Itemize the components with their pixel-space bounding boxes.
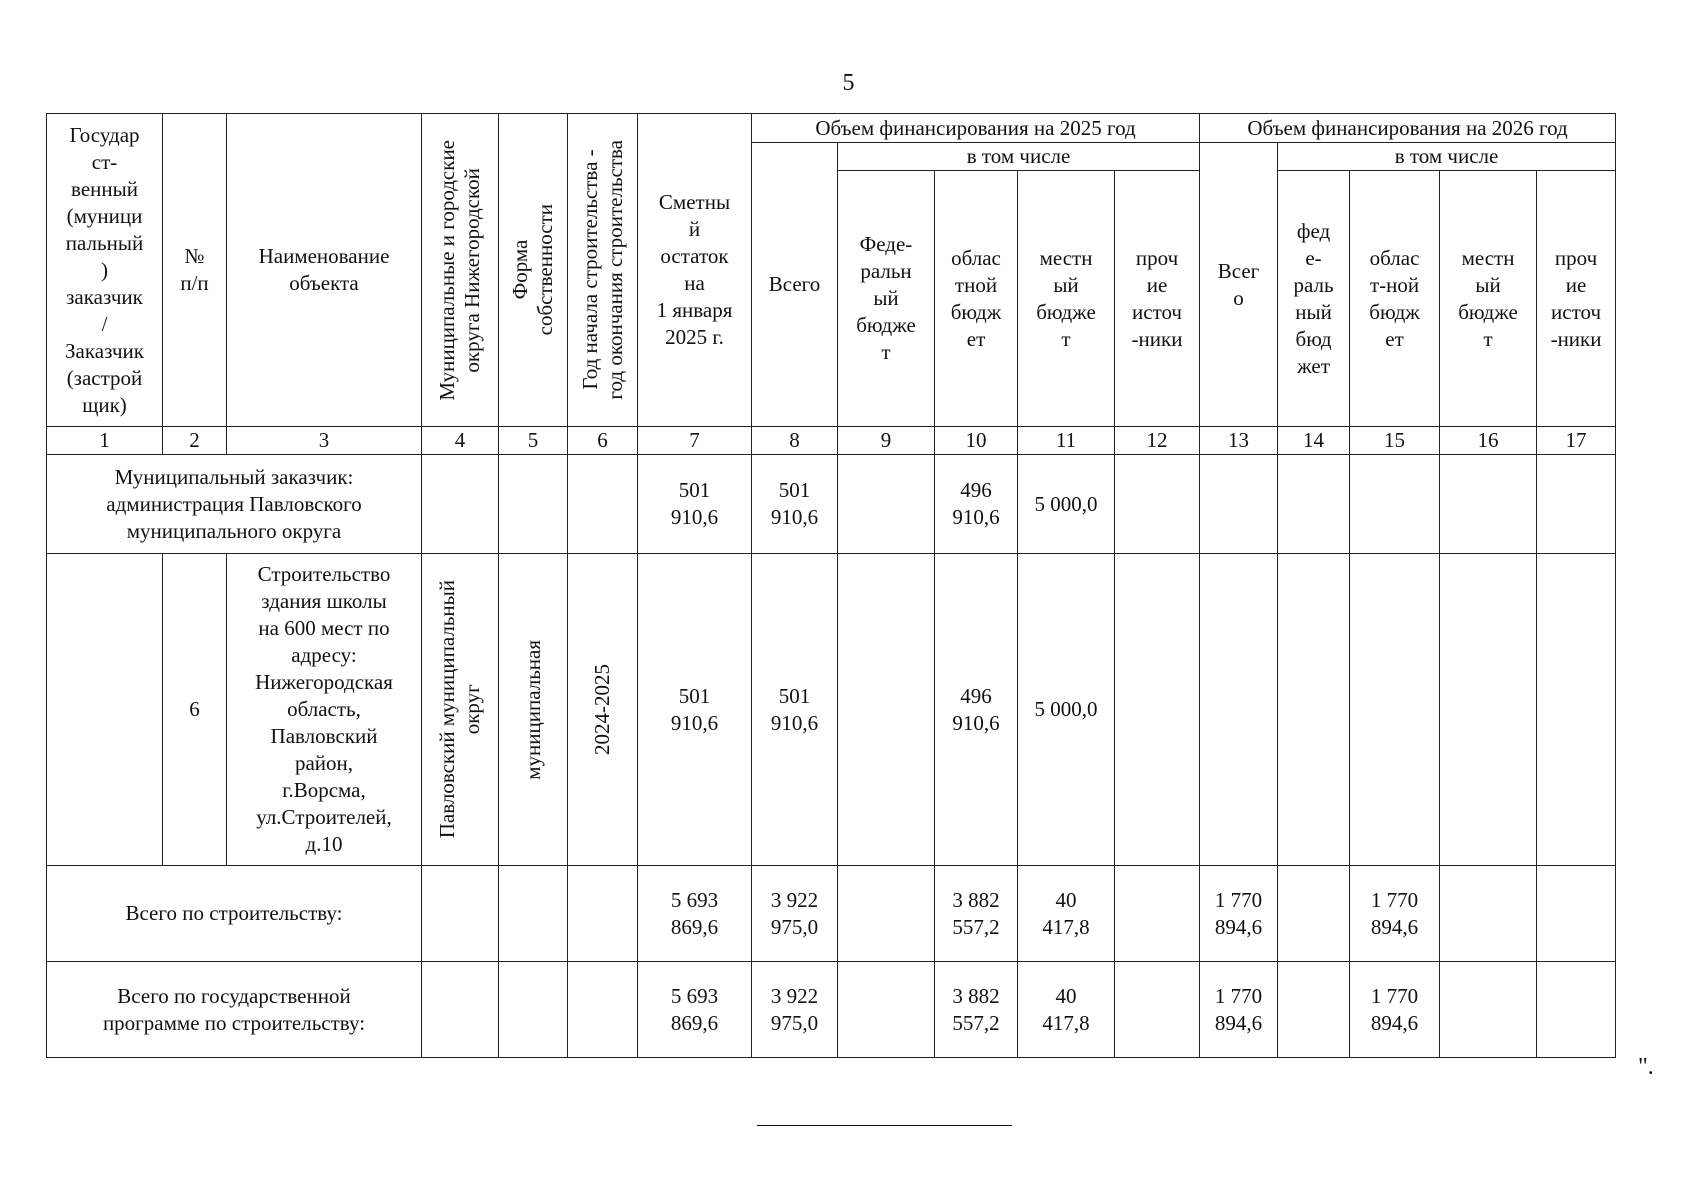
object-row <box>47 554 1616 866</box>
customer-local-2025: 5 000,0 <box>1018 455 1115 554</box>
object-number: 6 <box>163 554 227 866</box>
header-financing-2026: Объем финансирования на 2026 год <box>1200 114 1616 143</box>
header-ownership: Форма собственности <box>499 114 568 427</box>
total-program-estimate: 5 693 869,6 <box>638 962 752 1058</box>
column-number: 6 <box>568 427 638 455</box>
total-program-2026: 1 770 894,6 <box>1200 962 1278 1058</box>
customer-total-2025: 501 910,6 <box>752 455 838 554</box>
customer-label: Муниципальный заказчик: администрация Павловского муниципального округа <box>47 455 422 554</box>
total-program-local-2025: 40 417,8 <box>1018 962 1115 1058</box>
object-estimate: 501 910,6 <box>638 554 752 866</box>
column-number: 5 <box>499 427 568 455</box>
header-regional-2026: облас т-ной бюдж ет <box>1350 171 1440 427</box>
header-districts: Муниципальные и городские округа Нижегородской <box>422 114 499 427</box>
total-program-regional-2025: 3 882 557,2 <box>935 962 1018 1058</box>
header-total-2025: Всего <box>752 143 838 427</box>
customer-regional-2025: 496 910,6 <box>935 455 1018 554</box>
column-number-row <box>47 427 1616 455</box>
column-number: 12 <box>1115 427 1200 455</box>
column-number: 9 <box>838 427 935 455</box>
object-name: Строительство здания школы на 600 мест по адресу: Нижегородская область, Павловский район, г.Ворсма, ул.Строителей, д.10 <box>227 554 422 866</box>
header-federal-2026: фед е- раль ный бюд жет <box>1278 171 1350 427</box>
column-number: 8 <box>752 427 838 455</box>
header-customer: Государ ст- венный (муници пальный ) заказчик / Заказчик (застрой щик) <box>47 114 163 427</box>
total-construction-2026: 1 770 894,6 <box>1200 866 1278 962</box>
total-program-2025: 3 922 975,0 <box>752 962 838 1058</box>
customer-row <box>47 455 1616 554</box>
header-total-2026: Всег о <box>1200 143 1278 427</box>
header-number: № п/п <box>163 114 227 427</box>
column-number: 10 <box>935 427 1018 455</box>
column-number: 13 <box>1200 427 1278 455</box>
header-object-name: Наименование объекта <box>227 114 422 427</box>
column-number: 7 <box>638 427 752 455</box>
object-total-2025: 501 910,6 <box>752 554 838 866</box>
header-financing-2025: Объем финансирования на 2025 год <box>752 114 1200 143</box>
financing-table <box>46 113 1616 1058</box>
column-number: 14 <box>1278 427 1350 455</box>
footer-divider-line <box>757 1125 1012 1126</box>
object-district: Павловский муниципальный округ <box>422 554 499 866</box>
total-construction-estimate: 5 693 869,6 <box>638 866 752 962</box>
total-construction-2025: 3 922 975,0 <box>752 866 838 962</box>
column-number: 17 <box>1537 427 1616 455</box>
header-regional-2025: облас тной бюдж ет <box>935 171 1018 427</box>
header-federal-2025: Феде- ральн ый бюдже т <box>838 171 935 427</box>
column-number: 3 <box>227 427 422 455</box>
total-construction-regional-2026: 1 770 894,6 <box>1350 866 1440 962</box>
column-number: 11 <box>1018 427 1115 455</box>
total-construction-local-2025: 40 417,8 <box>1018 866 1115 962</box>
header-including-2025: в том числе <box>838 143 1200 171</box>
total-construction-regional-2025: 3 882 557,2 <box>935 866 1018 962</box>
header-including-2026: в том числе <box>1278 143 1616 171</box>
column-number: 2 <box>163 427 227 455</box>
header-other-2026: проч ие источ -ники <box>1537 171 1616 427</box>
column-number: 16 <box>1440 427 1537 455</box>
total-program-regional-2026: 1 770 894,6 <box>1350 962 1440 1058</box>
object-local-2025: 5 000,0 <box>1018 554 1115 866</box>
total-construction-label: Всего по строительству: <box>47 866 422 962</box>
header-local-2026: местн ый бюдже т <box>1440 171 1537 427</box>
header-years: Год начала строительства - год окончания строительства <box>568 114 638 427</box>
header-row-1 <box>47 114 1616 143</box>
column-number: 1 <box>47 427 163 455</box>
header-estimate-balance: Сметны й остаток на 1 января 2025 г. <box>638 114 752 427</box>
object-regional-2025: 496 910,6 <box>935 554 1018 866</box>
closing-quote-mark: ". <box>1638 1054 1654 1080</box>
header-other-2025: проч ие источ -ники <box>1115 171 1200 427</box>
total-program-row <box>47 962 1616 1058</box>
column-number: 4 <box>422 427 499 455</box>
customer-estimate: 501 910,6 <box>638 455 752 554</box>
page-number: 5 <box>842 70 855 96</box>
header-local-2025: местн ый бюдже т <box>1018 171 1115 427</box>
total-program-label: Всего по государственной программе по строительству: <box>47 962 422 1058</box>
column-number: 15 <box>1350 427 1440 455</box>
object-years: 2024-2025 <box>568 554 638 866</box>
object-ownership: муниципальная <box>499 554 568 866</box>
total-construction-row <box>47 866 1616 962</box>
